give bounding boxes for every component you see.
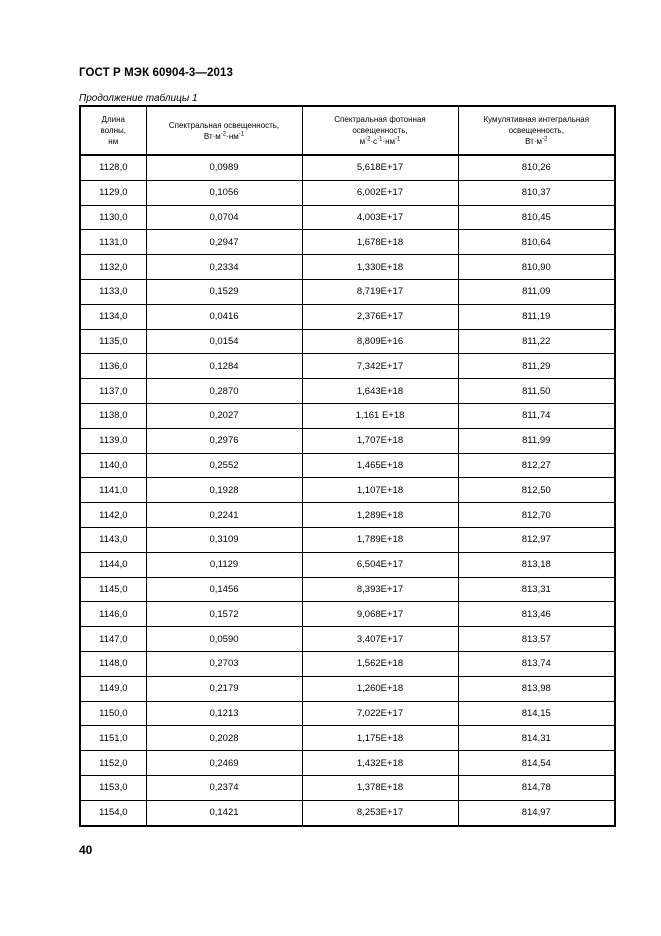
wavelength-cell: 1147,0 (80, 627, 146, 652)
table-row (80, 577, 615, 602)
table-row (80, 552, 615, 577)
table-row (80, 329, 615, 354)
table-row (80, 800, 615, 825)
photon-irradiance-cell: 3,407E+17 (302, 627, 458, 652)
spectral-irradiance-cell: 0,2469 (146, 751, 302, 776)
cumulative-irradiance-cell: 811,22 (458, 329, 615, 354)
wavelength-cell: 1152,0 (80, 751, 146, 776)
photon-irradiance-cell: 7,342E+17 (302, 354, 458, 379)
table-row (80, 403, 615, 428)
photon-irradiance-cell: 8,253E+17 (302, 800, 458, 825)
cumulative-irradiance-cell: 814,15 (458, 701, 615, 726)
cumulative-irradiance-cell: 813,18 (458, 552, 615, 577)
wavelength-cell: 1129,0 (80, 180, 146, 205)
spectral-irradiance-cell: 0,0590 (146, 627, 302, 652)
table-row (80, 255, 615, 280)
table-row (80, 453, 615, 478)
wavelength-cell: 1136,0 (80, 354, 146, 379)
spectral-irradiance-cell: 0,2374 (146, 775, 302, 800)
photon-irradiance-cell: 2,376E+17 (302, 304, 458, 329)
spectral-irradiance-cell: 0,2028 (146, 726, 302, 751)
table-row (80, 304, 615, 329)
wavelength-cell: 1140,0 (80, 453, 146, 478)
table-row (80, 751, 615, 776)
wavelength-cell: 1137,0 (80, 379, 146, 404)
wavelength-cell: 1148,0 (80, 651, 146, 676)
table-row (80, 627, 615, 652)
wavelength-cell: 1150,0 (80, 701, 146, 726)
document-header: ГОСТ Р МЭК 60904-3—2013 (79, 67, 233, 79)
spectral-irradiance-cell: 0,2334 (146, 255, 302, 280)
wavelength-cell: 1139,0 (80, 428, 146, 453)
photon-irradiance-cell: 1,789E+18 (302, 527, 458, 552)
wavelength-cell: 1131,0 (80, 230, 146, 255)
photon-irradiance-cell: 1,378E+18 (302, 775, 458, 800)
cumulative-irradiance-cell: 814,97 (458, 800, 615, 825)
spectral-irradiance-cell: 0,2179 (146, 676, 302, 701)
table-row (80, 503, 615, 528)
wavelength-cell: 1144,0 (80, 552, 146, 577)
spectral-irradiance-cell: 0,0154 (146, 329, 302, 354)
spectral-irradiance-cell: 0,1572 (146, 602, 302, 627)
photon-irradiance-cell: 1,562E+18 (302, 651, 458, 676)
photon-irradiance-cell: 1,465E+18 (302, 453, 458, 478)
photon-irradiance-cell: 8,809E+16 (302, 329, 458, 354)
cumulative-irradiance-cell: 813,31 (458, 577, 615, 602)
wavelength-cell: 1128,0 (80, 155, 146, 180)
spectral-irradiance-cell: 0,1284 (146, 354, 302, 379)
cumulative-irradiance-cell: 811,29 (458, 354, 615, 379)
photon-irradiance-cell: 7,022E+17 (302, 701, 458, 726)
cumulative-irradiance-cell: 814,31 (458, 726, 615, 751)
wavelength-cell: 1130,0 (80, 205, 146, 230)
cumulative-irradiance-cell: 811,19 (458, 304, 615, 329)
photon-irradiance-cell: 1,678E+18 (302, 230, 458, 255)
table-row (80, 602, 615, 627)
spectral-irradiance-cell: 0,1056 (146, 180, 302, 205)
table-row (80, 775, 615, 800)
table-row (80, 726, 615, 751)
photon-irradiance-cell: 1,175E+18 (302, 726, 458, 751)
wavelength-cell: 1154,0 (80, 800, 146, 825)
wavelength-cell: 1134,0 (80, 304, 146, 329)
spectral-irradiance-cell: 0,2552 (146, 453, 302, 478)
table-row (80, 354, 615, 379)
wavelength-cell: 1135,0 (80, 329, 146, 354)
spectral-irradiance-cell: 0,2241 (146, 503, 302, 528)
header-row (80, 106, 615, 155)
cumulative-irradiance-cell: 812,50 (458, 478, 615, 503)
wavelength-cell: 1146,0 (80, 602, 146, 627)
table-row (80, 676, 615, 701)
photon-irradiance-cell: 5,618E+17 (302, 155, 458, 180)
cumulative-irradiance-cell: 810,45 (458, 205, 615, 230)
cumulative-irradiance-cell: 812,70 (458, 503, 615, 528)
cumulative-irradiance-cell: 810,64 (458, 230, 615, 255)
wavelength-cell: 1143,0 (80, 527, 146, 552)
table-row (80, 428, 615, 453)
table-row (80, 527, 615, 552)
cumulative-irradiance-cell: 810,26 (458, 155, 615, 180)
wavelength-cell: 1153,0 (80, 775, 146, 800)
photon-irradiance-cell: 8,393E+17 (302, 577, 458, 602)
header-wavelength: Длина волны, нм (80, 106, 146, 155)
header-cumulative-irradiance: Кумулятивная интегральная освещенность, $Вт\cdot м^{-2}$ (458, 106, 615, 155)
cumulative-irradiance-cell: 814,54 (458, 751, 615, 776)
wavelength-cell: 1151,0 (80, 726, 146, 751)
cumulative-irradiance-cell: 812,97 (458, 527, 615, 552)
spectral-irradiance-cell: 0,1213 (146, 701, 302, 726)
spectral-irradiance-cell: 0,1421 (146, 800, 302, 825)
table-row (80, 180, 615, 205)
table-row (80, 651, 615, 676)
table-body (80, 155, 615, 826)
photon-irradiance-cell: 1,107E+18 (302, 478, 458, 503)
spectral-irradiance-cell: 0,0989 (146, 155, 302, 180)
cumulative-irradiance-cell: 813,46 (458, 602, 615, 627)
photon-irradiance-cell: 1,161 E+18 (302, 403, 458, 428)
cumulative-irradiance-cell: 811,99 (458, 428, 615, 453)
spectral-irradiance-cell: 0,1928 (146, 478, 302, 503)
spectral-irradiance-cell: 0,3109 (146, 527, 302, 552)
cumulative-irradiance-cell: 814,78 (458, 775, 615, 800)
spectral-irradiance-cell: 0,1529 (146, 279, 302, 304)
spectral-irradiance-cell: 0,2703 (146, 651, 302, 676)
photon-irradiance-cell: 6,504E+17 (302, 552, 458, 577)
spectral-irradiance-cell: 0,2947 (146, 230, 302, 255)
spectral-irradiance-cell: 0,0704 (146, 205, 302, 230)
wavelength-cell: 1132,0 (80, 255, 146, 280)
wavelength-cell: 1133,0 (80, 279, 146, 304)
cumulative-irradiance-cell: 813,57 (458, 627, 615, 652)
wavelength-cell: 1145,0 (80, 577, 146, 602)
cumulative-irradiance-cell: 811,09 (458, 279, 615, 304)
spectral-irradiance-cell: 0,2027 (146, 403, 302, 428)
cumulative-irradiance-cell: 811,50 (458, 379, 615, 404)
table-caption: Продолжение таблицы 1 (79, 93, 198, 104)
photon-irradiance-cell: 6,002E+17 (302, 180, 458, 205)
cumulative-irradiance-cell: 812,27 (458, 453, 615, 478)
wavelength-cell: 1142,0 (80, 503, 146, 528)
wavelength-cell: 1141,0 (80, 478, 146, 503)
photon-irradiance-cell: 9,068E+17 (302, 602, 458, 627)
table-row (80, 701, 615, 726)
wavelength-cell: 1149,0 (80, 676, 146, 701)
cumulative-irradiance-cell: 810,37 (458, 180, 615, 205)
photon-irradiance-cell: 8,719E+17 (302, 279, 458, 304)
photon-irradiance-cell: 1,289E+18 (302, 503, 458, 528)
cumulative-irradiance-cell: 813,98 (458, 676, 615, 701)
header-spectral-irradiance: Спектральная освещенность, $Вт\cdot м^{-2}\cdot нм^{-1}$ (146, 106, 302, 155)
photon-irradiance-cell: 1,260E+18 (302, 676, 458, 701)
page-number: 40 (79, 843, 93, 857)
spectral-irradiance-cell: 0,1129 (146, 552, 302, 577)
photon-irradiance-cell: 1,707E+18 (302, 428, 458, 453)
table-row (80, 230, 615, 255)
photon-irradiance-cell: 1,432E+18 (302, 751, 458, 776)
wavelength-cell: 1138,0 (80, 403, 146, 428)
table-row (80, 379, 615, 404)
cumulative-irradiance-cell: 811,74 (458, 403, 615, 428)
photon-irradiance-cell: 4,003E+17 (302, 205, 458, 230)
cumulative-irradiance-cell: 813,74 (458, 651, 615, 676)
cumulative-irradiance-cell: 810,90 (458, 255, 615, 280)
photon-irradiance-cell: 1,330E+18 (302, 255, 458, 280)
header-photon-irradiance: Спектральная фотонная освещенность, $м^{-2}\cdot с^{-1}\cdot нм^{-1}$ (302, 106, 458, 155)
spectral-irradiance-cell: 0,2870 (146, 379, 302, 404)
spectral-irradiance-cell: 0,0416 (146, 304, 302, 329)
spectral-irradiance-cell: 0,2976 (146, 428, 302, 453)
table-row (80, 155, 615, 180)
photon-irradiance-cell: 1,643E+18 (302, 379, 458, 404)
table-row (80, 478, 615, 503)
table-row (80, 279, 615, 304)
table-row (80, 205, 615, 230)
data-table (79, 105, 616, 827)
spectral-irradiance-cell: 0,1456 (146, 577, 302, 602)
